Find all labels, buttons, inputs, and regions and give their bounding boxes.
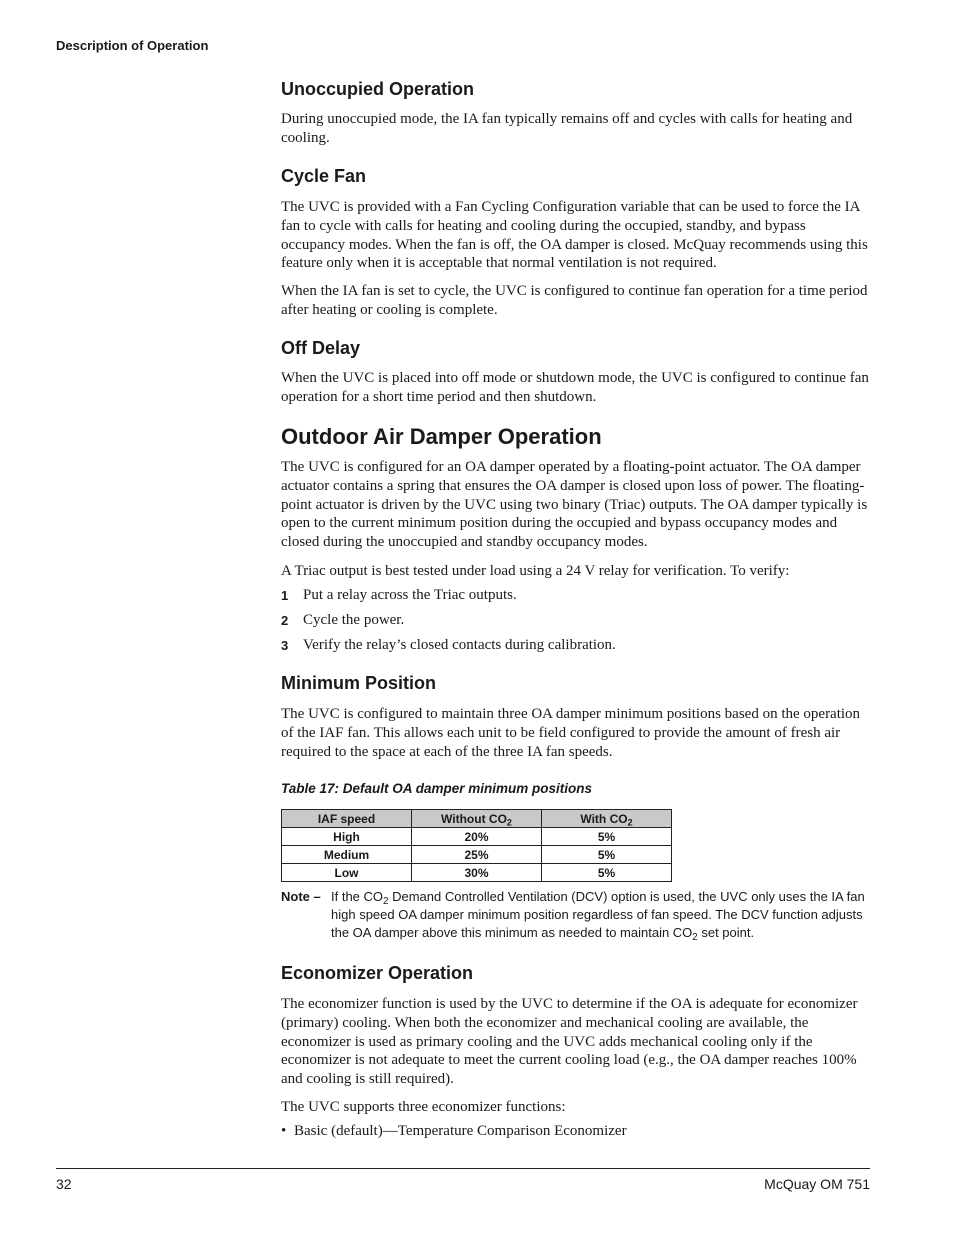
bullet-icon: •: [281, 1123, 287, 1139]
bullet-text: Basic (default)—Temperature Comparison Economizer: [294, 1123, 627, 1139]
step-item: [281, 612, 871, 629]
paragraph-unoccupied: During unoccupied mode, the IA fan typically remains off and cycles with calls for heating and cooling.: [281, 111, 853, 146]
footer-divider: [56, 1168, 870, 1169]
cell-speed: Low: [282, 864, 412, 882]
heading-outdoor-air-damper-operation: Outdoor Air Damper Operation: [281, 424, 602, 449]
paragraph-oa-damper-2: A Triac output is best tested under load using a 24 V relay for verification. To verify:: [281, 563, 790, 579]
cell-without: 25%: [412, 846, 542, 864]
running-header: Description of Operation: [56, 38, 209, 53]
page-number: 32: [56, 1176, 72, 1192]
cell-speed: High: [282, 828, 412, 846]
step-text: Verify the relay’s closed contacts during calibration.: [303, 637, 616, 653]
heading-off-delay: Off Delay: [281, 338, 361, 358]
paragraph-cycle-fan-1: The UVC is provided with a Fan Cycling Configuration variable that can be used to force the IA fan to cycle with calls for heating and cooling during the occupied, standby, and bypass occupancy modes. When the fan is off, the OA damper is closed. McQuay recommends using this feature only when it is acceptable that normal ventilation is not required.: [281, 199, 868, 272]
step-text: Put a relay across the Triac outputs.: [303, 587, 517, 603]
table-note: [281, 888, 871, 942]
step-item: [281, 637, 871, 654]
table-row: [282, 864, 672, 882]
list-item: [281, 1123, 871, 1140]
column-header-with-co2: With $CO_2$: [542, 810, 672, 828]
note-text: If the $CO_2$ Demand Controlled Ventilation (DCV) option is used, the UVC only uses the IA fan high speed OA damper minimum position regardless of fan speed. The DCV function adjusts the OA damper above this minimum as needed to maintain $CO_2$ set point.: [331, 889, 865, 943]
cell-speed: Medium: [282, 846, 412, 864]
document-title: McQuay OM 751: [764, 1176, 870, 1192]
paragraph-minimum-position: The UVC is configured to maintain three OA damper minimum positions based on the operation of the IAF fan. This allows each unit to be field configured to provide the amount of fresh air required to the space at each of the three IA fan speeds.: [281, 706, 861, 760]
heading-minimum-position: Minimum Position: [281, 673, 436, 693]
step-number: 1: [281, 588, 289, 603]
step-text: Cycle the power.: [303, 612, 405, 628]
note-label: Note –: [281, 889, 321, 904]
paragraph-cycle-fan-2: When the IA fan is set to cycle, the UVC is configured to continue fan operation for a time period after heating or cooling is complete.: [281, 283, 868, 318]
column-header-iaf-speed: IAF speed: [282, 810, 412, 828]
cell-without: 20%: [412, 828, 542, 846]
step-number: 3: [281, 638, 289, 653]
paragraph-off-delay: When the UVC is placed into off mode or shutdown mode, the UVC is configured to continue fan operation for a short time period and then shutdown.: [281, 370, 869, 405]
heading-unoccupied-operation: Unoccupied Operation: [281, 79, 475, 99]
table-header-row: [282, 810, 672, 828]
paragraph-economizer-1: The economizer function is used by the UVC to determine if the OA is adequate for economizer (primary) cooling. When both the economizer and mechanical cooling are available, the economizer is used as primary cooling and the UVC adds mechanical cooling only if the economizer is not adequate to meet the current cooling load (e.g., the OA damper reaches 100% and cooling is still required).: [281, 996, 858, 1088]
cell-without: 30%: [412, 864, 542, 882]
cell-with: 5%: [542, 846, 672, 864]
table-row: [282, 846, 672, 864]
cell-with: 5%: [542, 828, 672, 846]
step-item: [281, 587, 871, 604]
table-caption: Table 17: Default OA damper minimum positions: [281, 781, 593, 796]
damper-positions-table: [281, 809, 672, 882]
step-number: 2: [281, 613, 289, 628]
cell-with: 5%: [542, 864, 672, 882]
table-row: [282, 828, 672, 846]
heading-cycle-fan: Cycle Fan: [281, 166, 367, 186]
heading-economizer-operation: Economizer Operation: [281, 963, 474, 983]
column-header-without-co2: Without $CO_2$: [412, 810, 542, 828]
paragraph-oa-damper-1: The UVC is configured for an OA damper operated by a floating-point actuator. The OA damper actuator contains a spring that ensures the OA damper is closed upon loss of power. The floating-point actuator is driven by the UVC using two binary (Triac) outputs. The OA damper typically is open to the current minimum position during the occupied and bypass occupancy modes and closed during the unoccupied and standby occupancy modes.: [281, 459, 868, 551]
paragraph-economizer-2: The UVC supports three economizer functions:: [281, 1099, 566, 1115]
